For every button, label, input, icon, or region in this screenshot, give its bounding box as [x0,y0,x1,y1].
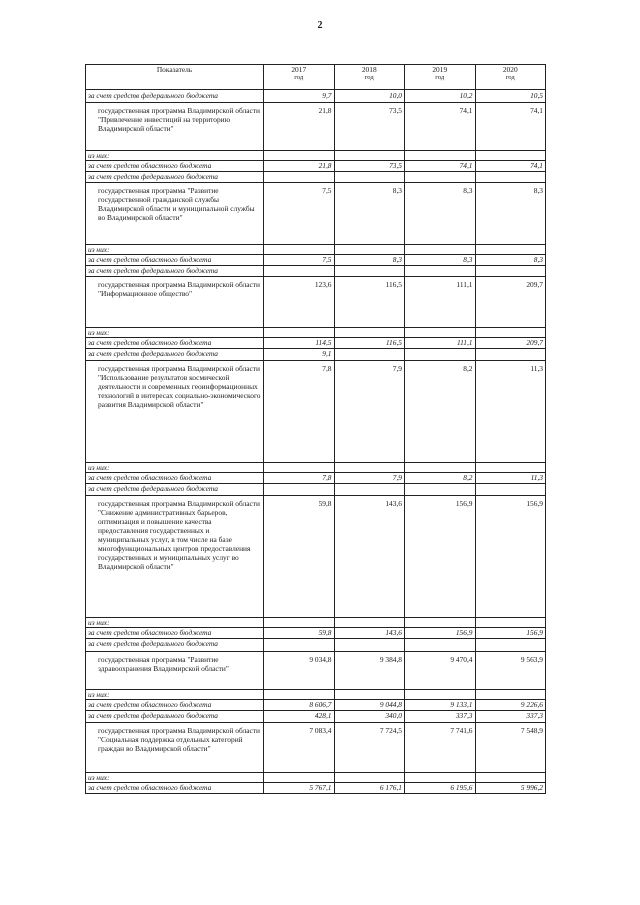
value-cell: 156,9 [405,628,476,639]
value-cell [405,690,476,700]
value-cell: 6 176,1 [334,783,405,794]
value-cell [405,639,476,652]
value-cell: 116,5 [334,277,405,328]
value-cell [475,328,546,338]
value-cell: 7,8 [264,473,335,484]
row-label: за счет средств областного бюджета [86,628,264,639]
table-header-row [86,65,546,90]
value-cell: 8,3 [334,255,405,266]
value-cell: 9 226,6 [475,700,546,711]
row-label: государственная программа "Развитие государственной гражданской службы Владимирской области и муниципальной службы во Владимирской области" [86,183,264,245]
value-cell [405,618,476,628]
value-cell: 7,9 [334,361,405,463]
row-label: государственная программа "Развитие здравоохранения Владимирской области" [86,652,264,690]
value-cell [475,618,546,628]
row-label: из них: [86,245,264,255]
value-cell: 156,9 [405,496,476,618]
value-cell [264,618,335,628]
value-cell: 9 563,9 [475,652,546,690]
funding-source-row [86,349,546,361]
funding-source-row [86,639,546,652]
value-cell [334,618,405,628]
row-label: из них: [86,328,264,338]
value-cell [264,484,335,496]
value-cell [405,463,476,473]
row-label: за счет средств областного бюджета [86,783,264,794]
value-cell [405,151,476,161]
value-cell [475,172,546,183]
value-cell: 156,9 [475,628,546,639]
row-label: за счет средств федерального бюджета [86,484,264,496]
value-cell: 5 767,1 [264,783,335,794]
value-cell [334,172,405,183]
row-label: из них: [86,463,264,473]
funding-source-row [86,783,546,794]
value-cell: 123,6 [264,277,335,328]
value-cell [475,463,546,473]
subtotal-label-row [86,151,546,161]
value-cell: 143,6 [334,628,405,639]
row-label: государственная программа Владимирской области "Социальная поддержка отдельных категорий граждан во Владимирской области" [86,723,264,773]
value-cell [405,328,476,338]
row-label: за счет средств федерального бюджета [86,349,264,361]
value-cell: 9,1 [264,349,335,361]
value-cell: 8 606,7 [264,700,335,711]
value-cell [334,773,405,783]
value-cell: 7,8 [264,361,335,463]
value-cell: 9 044,8 [334,700,405,711]
header-year-2020: 2020 год [475,65,546,90]
value-cell: 9 384,8 [334,652,405,690]
value-cell: 74,1 [405,103,476,151]
value-cell: 7 083,4 [264,723,335,773]
value-cell: 116,5 [334,338,405,349]
value-cell: 10,2 [405,90,476,103]
value-cell: 114,5 [264,338,335,349]
budget-table [85,64,546,794]
subtotal-label-row [86,690,546,700]
value-cell: 337,3 [405,711,476,723]
row-label: за счет средств областного бюджета [86,161,264,172]
row-label: из них: [86,690,264,700]
program-row [86,277,546,328]
row-label: государственная программа Владимирской области "Информационное общество" [86,277,264,328]
value-cell [334,463,405,473]
row-label: за счет средств федерального бюджета [86,639,264,652]
row-label: за счет средств федерального бюджета [86,266,264,277]
program-row [86,103,546,151]
subtotal-label-row [86,245,546,255]
row-label: из них: [86,618,264,628]
value-cell: 340,0 [334,711,405,723]
value-cell [405,266,476,277]
funding-source-row [86,628,546,639]
value-cell [405,245,476,255]
funding-source-row [86,255,546,266]
value-cell: 209,7 [475,338,546,349]
row-label: за счет средств областного бюджета [86,700,264,711]
value-cell: 21,8 [264,103,335,151]
funding-source-row [86,161,546,172]
value-cell: 74,1 [475,161,546,172]
value-cell: 10,0 [334,90,405,103]
program-row [86,361,546,463]
row-label: государственная программа Владимирской области "Использование результатов космической деятельности и современных геоинформационных технологий в интересах социально-экономического развития Владимирской области" [86,361,264,463]
row-label: за счет средств федерального бюджета [86,172,264,183]
row-label: из них: [86,773,264,783]
header-year-2017: 2017 год [264,65,335,90]
row-label: за счет средств федерального бюджета [86,90,264,103]
row-label: за счет средств областного бюджета [86,255,264,266]
value-cell [475,773,546,783]
value-cell: 9 133,1 [405,700,476,711]
value-cell: 74,1 [405,161,476,172]
value-cell [405,349,476,361]
funding-source-row [86,700,546,711]
value-cell [405,172,476,183]
value-cell: 156,9 [475,496,546,618]
value-cell: 111,1 [405,338,476,349]
value-cell: 111,1 [405,277,476,328]
program-row [86,183,546,245]
value-cell: 8,3 [405,183,476,245]
value-cell [475,349,546,361]
value-cell [334,639,405,652]
value-cell [264,639,335,652]
value-cell: 7,5 [264,183,335,245]
value-cell: 73,5 [334,161,405,172]
program-row [86,652,546,690]
value-cell: 8,3 [334,183,405,245]
value-cell: 337,3 [475,711,546,723]
funding-source-row [86,172,546,183]
value-cell: 9 034,8 [264,652,335,690]
value-cell: 11,3 [475,473,546,484]
funding-source-row [86,90,546,103]
header-year-2019: 2019 год [405,65,476,90]
row-label: за счет средств федерального бюджета [86,711,264,723]
value-cell [475,266,546,277]
value-cell: 10,5 [475,90,546,103]
row-label: государственная программа Владимирской области "Снижение административных барьеров, оптимизация и повышение качества предоставления государственных и муниципальных услуг, в том числе на базе многофункциональных центров предоставления государственных и муниципальных услуг во Владимирской области" [86,496,264,618]
value-cell [334,328,405,338]
row-label: за счет средств областного бюджета [86,338,264,349]
value-cell [264,328,335,338]
value-cell [475,690,546,700]
header-indicator: Показатель [86,65,264,90]
value-cell [334,349,405,361]
value-cell: 7,5 [264,255,335,266]
value-cell [264,463,335,473]
value-cell: 209,7 [475,277,546,328]
value-cell [405,773,476,783]
value-cell: 8,3 [405,255,476,266]
value-cell [475,484,546,496]
funding-source-row [86,266,546,277]
funding-source-row [86,711,546,723]
value-cell: 7 724,5 [334,723,405,773]
value-cell: 9,7 [264,90,335,103]
value-cell: 8,3 [475,255,546,266]
value-cell: 59,8 [264,628,335,639]
value-cell: 21,8 [264,161,335,172]
value-cell [264,245,335,255]
value-cell: 8,2 [405,473,476,484]
header-year-2018: 2018 год [334,65,405,90]
value-cell [475,245,546,255]
row-label: из них: [86,151,264,161]
value-cell [475,639,546,652]
value-cell: 143,6 [334,496,405,618]
value-cell [264,151,335,161]
value-cell [334,690,405,700]
value-cell: 8,3 [475,183,546,245]
value-cell: 74,1 [475,103,546,151]
value-cell: 8,2 [405,361,476,463]
value-cell: 7 548,9 [475,723,546,773]
funding-source-row [86,484,546,496]
value-cell [334,245,405,255]
row-label: за счет средств областного бюджета [86,473,264,484]
value-cell: 11,3 [475,361,546,463]
value-cell: 6 195,6 [405,783,476,794]
value-cell: 428,1 [264,711,335,723]
subtotal-label-row [86,618,546,628]
program-row [86,496,546,618]
value-cell: 5 996,2 [475,783,546,794]
value-cell [405,484,476,496]
value-cell [264,690,335,700]
value-cell [264,172,335,183]
value-cell [475,151,546,161]
funding-source-row [86,338,546,349]
value-cell: 73,5 [334,103,405,151]
page-number: 2 [317,20,323,31]
subtotal-label-row [86,463,546,473]
value-cell [334,151,405,161]
value-cell: 59,8 [264,496,335,618]
value-cell [334,484,405,496]
row-label: государственная программа Владимирской области "Привлечение инвестиций на территорию Владимирской области" [86,103,264,151]
value-cell [334,266,405,277]
value-cell [264,266,335,277]
value-cell: 7,9 [334,473,405,484]
value-cell: 7 741,6 [405,723,476,773]
value-cell [264,773,335,783]
value-cell: 9 470,4 [405,652,476,690]
program-row [86,723,546,773]
funding-source-row [86,473,546,484]
subtotal-label-row [86,773,546,783]
subtotal-label-row [86,328,546,338]
